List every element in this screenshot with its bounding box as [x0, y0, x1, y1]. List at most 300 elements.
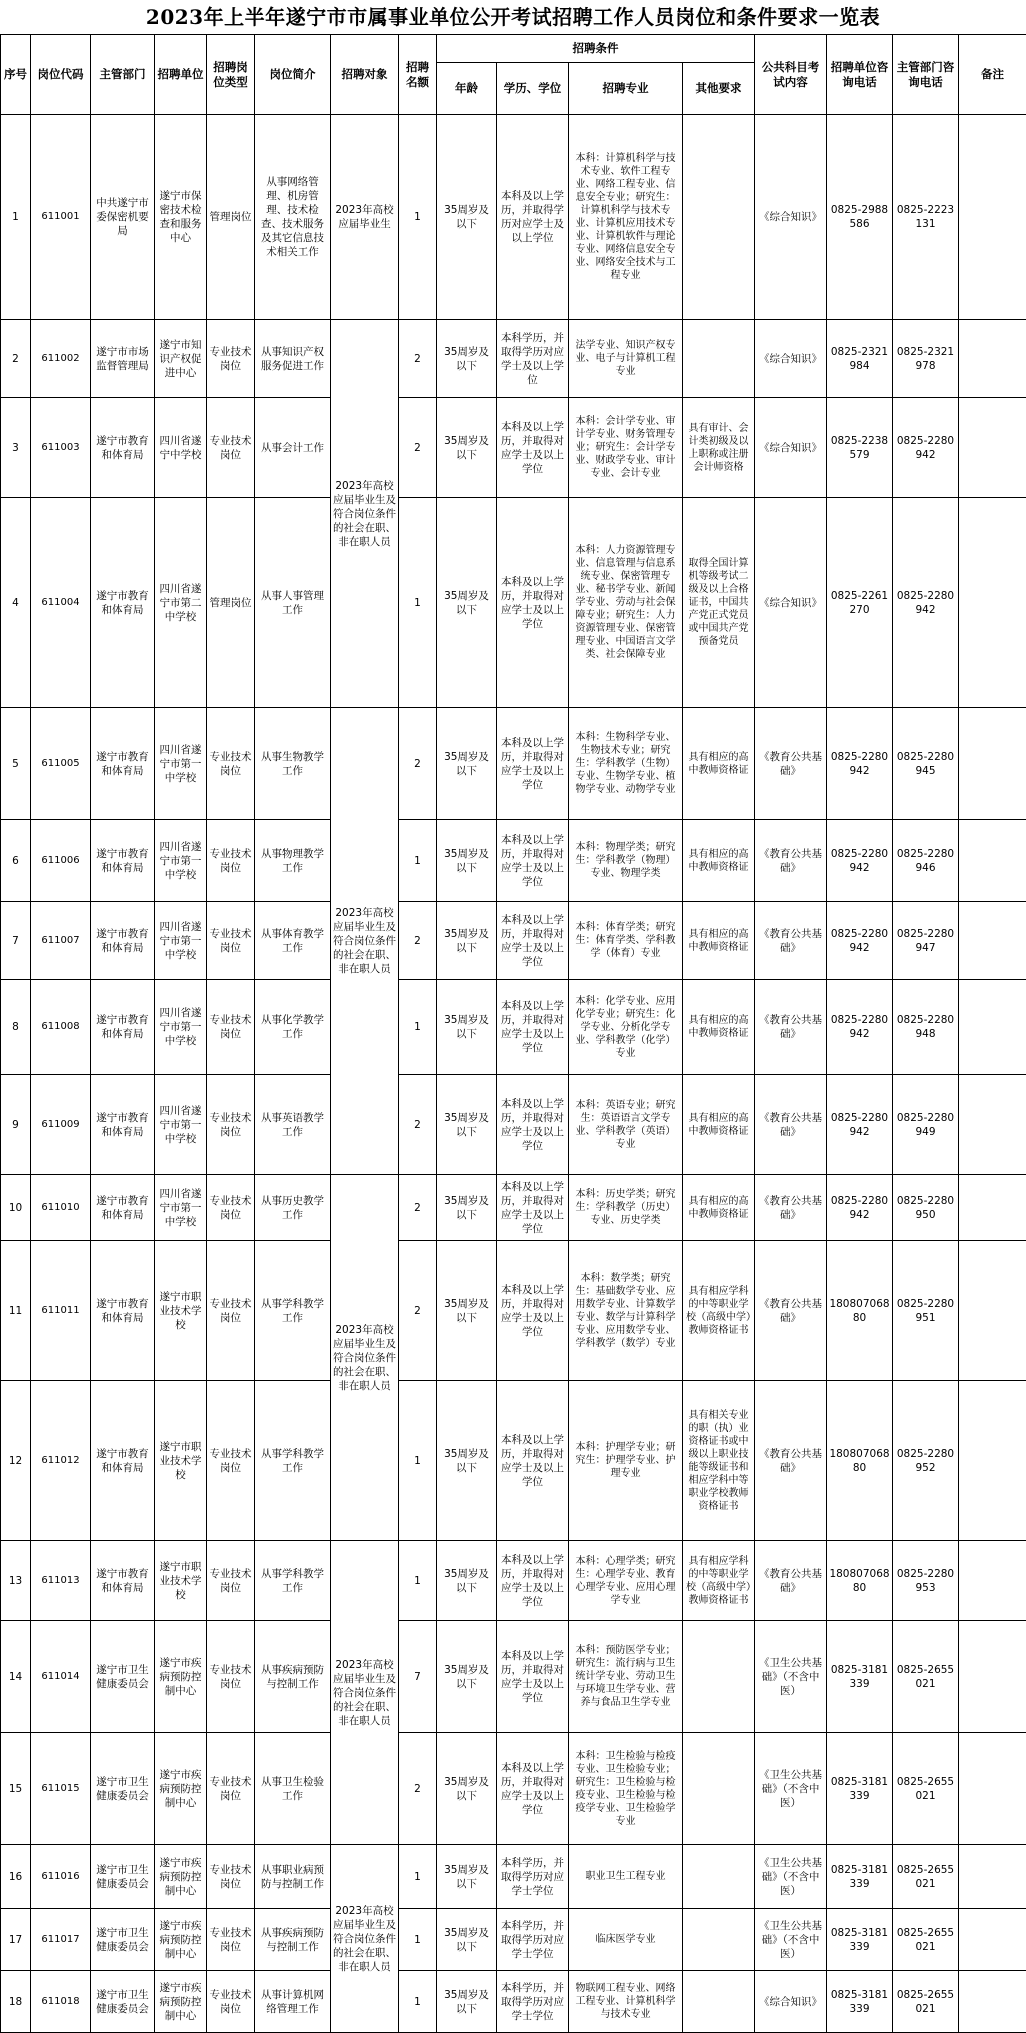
other-requirement: 具有相应的高中教师资格证: [683, 980, 755, 1075]
row-number: 1: [1, 115, 31, 320]
table-row: [1, 708, 1026, 820]
exam-content: 《综合知识》: [755, 1971, 827, 2033]
position-type: 管理岗位: [207, 115, 255, 320]
other-requirement: 具有相关专业的职（执）业资格证书或中级以上职业技能等级证书和相应学科中等职业学校教师资格证书: [683, 1381, 755, 1541]
headcount: 2: [399, 1175, 437, 1241]
supervising-dept: 遂宁市教育和体育局: [91, 1241, 155, 1381]
position-description: 从事体育教学工作: [255, 902, 331, 980]
table-row: [1, 320, 1026, 398]
age-requirement: 35周岁及以下: [437, 320, 497, 398]
remark: [959, 708, 1026, 820]
exam-content: 《卫生公共基础》（不含中医）: [755, 1733, 827, 1845]
position-description: 从事历史教学工作: [255, 1175, 331, 1241]
major-requirement: 本科：历史学类；研究生：学科教学（历史）专业、历史学类: [569, 1175, 683, 1241]
position-description: 从事疾病预防与控制工作: [255, 1621, 331, 1733]
education-requirement: 本科学历，并取得学历对应学士及以上学位: [497, 320, 569, 398]
supervising-dept: 遂宁市教育和体育局: [91, 820, 155, 902]
major-requirement: 职业卫生工程专业: [569, 1845, 683, 1909]
headcount: 1: [399, 1909, 437, 1971]
dept-phone: 0825-2280946: [893, 820, 959, 902]
headcount: 2: [399, 902, 437, 980]
unit-phone: 0825-2280942: [827, 1075, 893, 1175]
position-code: 611002: [31, 320, 91, 398]
headcount: 1: [399, 115, 437, 320]
headcount: 1: [399, 1971, 437, 2033]
supervising-dept: 遂宁市教育和体育局: [91, 980, 155, 1075]
header-exam: 公共科目考试内容: [755, 35, 827, 115]
hiring-unit: 四川省遂宁市第一中学校: [155, 1075, 207, 1175]
major-requirement: 本科：计算机科学与技术专业、软件工程专业、网络工程专业、信息安全专业；研究生：计算机科学与技术专业、计算机应用技术专业、计算机软件与理论专业、网络信息安全专业、网络安全技术与工程专业: [569, 115, 683, 320]
major-requirement: 本科：体育学类；研究生：体育学类、学科教学（体育）专业: [569, 902, 683, 980]
row-number: 6: [1, 820, 31, 902]
major-requirement: 本科：人力资源管理专业、信息管理与信息系统专业、保密管理专业、秘书学专业、新闻学专业、劳动与社会保障专业；研究生：人力资源管理专业、保密管理专业、中国语言文学类、社会保障专业: [569, 498, 683, 708]
age-requirement: 35周岁及以下: [437, 1971, 497, 2033]
row-number: 17: [1, 1909, 31, 1971]
dept-phone: 0825-2280945: [893, 708, 959, 820]
education-requirement: 本科及以上学历，并取得对应学士及以上学位: [497, 1381, 569, 1541]
position-code: 611011: [31, 1241, 91, 1381]
exam-content: 《教育公共基础》: [755, 820, 827, 902]
position-code: 611009: [31, 1075, 91, 1175]
age-requirement: 35周岁及以下: [437, 980, 497, 1075]
age-requirement: 35周岁及以下: [437, 902, 497, 980]
supervising-dept: 遂宁市教育和体育局: [91, 1175, 155, 1241]
headcount: 2: [399, 1075, 437, 1175]
education-requirement: 本科学历，并取得学历对应学士学位: [497, 1845, 569, 1909]
headcount: 1: [399, 498, 437, 708]
row-number: 11: [1, 1241, 31, 1381]
hiring-unit: 四川省遂宁市第一中学校: [155, 980, 207, 1075]
remark: [959, 1733, 1026, 1845]
supervising-dept: 遂宁市市场监督管理局: [91, 320, 155, 398]
position-description: 从事网络管理、机房管理、技术检查、技术服务及其它信息技术相关工作: [255, 115, 331, 320]
age-requirement: 35周岁及以下: [437, 820, 497, 902]
row-number: 15: [1, 1733, 31, 1845]
unit-phone: 18080706880: [827, 1241, 893, 1381]
hiring-unit: 四川省遂宁市第一中学校: [155, 708, 207, 820]
table-row: [1, 1621, 1026, 1733]
education-requirement: 本科学历，并取得学历对应学士学位: [497, 1971, 569, 2033]
dept-phone: 0825-2280949: [893, 1075, 959, 1175]
header-age: 年龄: [437, 63, 497, 115]
education-requirement: 本科及以上学历，并取得对应学士及以上学位: [497, 902, 569, 980]
remark: [959, 320, 1026, 398]
header-target: 招聘对象: [331, 35, 399, 115]
major-requirement: 法学专业、知识产权专业、电子与计算机工程专业: [569, 320, 683, 398]
dept-phone: 0825-2655021: [893, 1971, 959, 2033]
exam-content: 《综合知识》: [755, 498, 827, 708]
dept-phone: 0825-2280951: [893, 1241, 959, 1381]
headcount: 1: [399, 1845, 437, 1909]
headcount: 7: [399, 1621, 437, 1733]
position-code: 611003: [31, 398, 91, 498]
position-code: 611017: [31, 1909, 91, 1971]
remark: [959, 1621, 1026, 1733]
headcount: 1: [399, 1381, 437, 1541]
remark: [959, 820, 1026, 902]
major-requirement: 本科：卫生检验与检疫专业、卫生检验专业；研究生：卫生检验与检疫专业、卫生检验与检疫学专业、卫生检验学专业: [569, 1733, 683, 1845]
supervising-dept: 遂宁市卫生健康委员会: [91, 1971, 155, 2033]
remark: [959, 398, 1026, 498]
hiring-unit: 遂宁市保密技术检查和服务中心: [155, 115, 207, 320]
education-requirement: 本科及以上学历，并取得对应学士及以上学位: [497, 708, 569, 820]
header-type: 招聘岗位类型: [207, 35, 255, 115]
age-requirement: 35周岁及以下: [437, 1621, 497, 1733]
exam-content: 《教育公共基础》: [755, 1541, 827, 1621]
header-remark: 备注: [959, 35, 1026, 115]
other-requirement: [683, 1909, 755, 1971]
remark: [959, 1241, 1026, 1381]
hiring-unit: 四川省遂宁市第一中学校: [155, 1175, 207, 1241]
education-requirement: 本科及以上学历，并取得对应学士及以上学位: [497, 1541, 569, 1621]
exam-content: 《卫生公共基础》（不含中医）: [755, 1909, 827, 1971]
hiring-unit: 遂宁市疾病预防控制中心: [155, 1621, 207, 1733]
headcount: 2: [399, 320, 437, 398]
unit-phone: 0825-2261270: [827, 498, 893, 708]
header-other: 其他要求: [683, 63, 755, 115]
row-number: 18: [1, 1971, 31, 2033]
supervising-dept: 遂宁市教育和体育局: [91, 398, 155, 498]
other-requirement: [683, 1733, 755, 1845]
recruitment-target: 2023年高校应届毕业生及符合岗位条件的社会在职、非在职人员: [331, 1175, 399, 1541]
header-code: 岗位代码: [31, 35, 91, 115]
position-type: 专业技术岗位: [207, 1733, 255, 1845]
unit-phone: 0825-3181339: [827, 1845, 893, 1909]
position-description: 从事会计工作: [255, 398, 331, 498]
exam-content: 《教育公共基础》: [755, 902, 827, 980]
education-requirement: 本科及以上学历，并取得学历对应学士及以上学位: [497, 115, 569, 320]
position-type: 专业技术岗位: [207, 320, 255, 398]
exam-content: 《综合知识》: [755, 320, 827, 398]
education-requirement: 本科及以上学历，并取得对应学士及以上学位: [497, 1733, 569, 1845]
supervising-dept: 遂宁市卫生健康委员会: [91, 1621, 155, 1733]
supervising-dept: 遂宁市卫生健康委员会: [91, 1909, 155, 1971]
position-description: 从事化学教学工作: [255, 980, 331, 1075]
position-code: 611013: [31, 1541, 91, 1621]
headcount: 2: [399, 1241, 437, 1381]
table-row: [1, 1909, 1026, 1971]
hiring-unit: 遂宁市疾病预防控制中心: [155, 1845, 207, 1909]
position-type: 专业技术岗位: [207, 902, 255, 980]
unit-phone: 0825-2321984: [827, 320, 893, 398]
major-requirement: 本科：生物科学专业、生物技术专业；研究生：学科教学（生物）专业、生物学专业、植物学专业、动物学专业: [569, 708, 683, 820]
supervising-dept: 遂宁市卫生健康委员会: [91, 1733, 155, 1845]
table-row: [1, 1241, 1026, 1381]
remark: [959, 498, 1026, 708]
position-code: 611001: [31, 115, 91, 320]
other-requirement: 具有相应学科的中等职业学校（高级中学）教师资格证书: [683, 1241, 755, 1381]
hiring-unit: 遂宁市知识产权促进中心: [155, 320, 207, 398]
position-type: 专业技术岗位: [207, 1241, 255, 1381]
other-requirement: [683, 1621, 755, 1733]
age-requirement: 35周岁及以下: [437, 1733, 497, 1845]
unit-phone: 0825-2280942: [827, 902, 893, 980]
position-type: 专业技术岗位: [207, 1381, 255, 1541]
dept-phone: 0825-2655021: [893, 1733, 959, 1845]
age-requirement: 35周岁及以下: [437, 708, 497, 820]
other-requirement: [683, 1845, 755, 1909]
dept-phone: 0825-2280947: [893, 902, 959, 980]
table-row: [1, 1175, 1026, 1241]
position-description: 从事知识产权服务促进工作: [255, 320, 331, 398]
unit-phone: 0825-2280942: [827, 980, 893, 1075]
age-requirement: 35周岁及以下: [437, 1175, 497, 1241]
dept-phone: 0825-2280952: [893, 1381, 959, 1541]
hiring-unit: 四川省遂宁市第一中学校: [155, 820, 207, 902]
other-requirement: 具有相应的高中教师资格证: [683, 708, 755, 820]
row-number: 5: [1, 708, 31, 820]
recruitment-target: 2023年高校应届毕业生及符合岗位条件的社会在职、非在职人员: [331, 708, 399, 1175]
education-requirement: 本科及以上学历，并取得对应学士及以上学位: [497, 1175, 569, 1241]
exam-content: 《综合知识》: [755, 398, 827, 498]
position-type: 专业技术岗位: [207, 708, 255, 820]
position-type: 专业技术岗位: [207, 1909, 255, 1971]
exam-content: 《卫生公共基础》（不含中医）: [755, 1845, 827, 1909]
unit-phone: 18080706880: [827, 1541, 893, 1621]
age-requirement: 35周岁及以下: [437, 115, 497, 320]
major-requirement: 本科：心理学类；研究生：心理学专业、教育心理学专业、应用心理学专业: [569, 1541, 683, 1621]
age-requirement: 35周岁及以下: [437, 398, 497, 498]
education-requirement: 本科及以上学历，并取得对应学士及以上学位: [497, 1075, 569, 1175]
header-count: 招聘名额: [399, 35, 437, 115]
major-requirement: 物联网工程专业、网络工程专业、计算机科学与技术专业: [569, 1971, 683, 2033]
hiring-unit: 遂宁市疾病预防控制中心: [155, 1971, 207, 2033]
position-code: 611014: [31, 1621, 91, 1733]
position-code: 611016: [31, 1845, 91, 1909]
headcount: 2: [399, 398, 437, 498]
position-description: 从事职业病预防与控制工作: [255, 1845, 331, 1909]
major-requirement: 本科：物理学类；研究生：学科教学（物理）专业、物理学类: [569, 820, 683, 902]
major-requirement: 本科：预防医学专业；研究生：流行病与卫生统计学专业、劳动卫生与环境卫生学专业、营养与食品卫生学专业: [569, 1621, 683, 1733]
row-number: 3: [1, 398, 31, 498]
position-description: 从事疾病预防与控制工作: [255, 1909, 331, 1971]
recruitment-target: 2023年高校应届毕业生及符合岗位条件的社会在职、非在职人员: [331, 1845, 399, 2033]
supervising-dept: 遂宁市教育和体育局: [91, 708, 155, 820]
position-description: 从事卫生检验工作: [255, 1733, 331, 1845]
row-number: 8: [1, 980, 31, 1075]
remark: [959, 902, 1026, 980]
position-description: 从事生物教学工作: [255, 708, 331, 820]
other-requirement: [683, 1971, 755, 2033]
hiring-unit: 遂宁市疾病预防控制中心: [155, 1909, 207, 1971]
age-requirement: 35周岁及以下: [437, 1541, 497, 1621]
headcount: 1: [399, 980, 437, 1075]
hiring-unit: 遂宁市职业技术学校: [155, 1381, 207, 1541]
dept-phone: 0825-2280942: [893, 398, 959, 498]
position-type: 专业技术岗位: [207, 1175, 255, 1241]
unit-phone: 0825-2280942: [827, 1175, 893, 1241]
supervising-dept: 遂宁市教育和体育局: [91, 1075, 155, 1175]
row-number: 12: [1, 1381, 31, 1541]
supervising-dept: 中共遂宁市委保密机要局: [91, 115, 155, 320]
header-conditions: 招聘条件: [437, 35, 755, 63]
table-row: [1, 1075, 1026, 1175]
supervising-dept: 遂宁市教育和体育局: [91, 902, 155, 980]
position-code: 611018: [31, 1971, 91, 2033]
remark: [959, 1075, 1026, 1175]
position-type: 专业技术岗位: [207, 980, 255, 1075]
unit-phone: 0825-2238579: [827, 398, 893, 498]
education-requirement: 本科及以上学历，并取得对应学士及以上学位: [497, 1241, 569, 1381]
exam-content: 《卫生公共基础》（不含中医）: [755, 1621, 827, 1733]
header-edu: 学历、学位: [497, 63, 569, 115]
dept-phone: 0825-2280950: [893, 1175, 959, 1241]
unit-phone: 18080706880: [827, 1381, 893, 1541]
age-requirement: 35周岁及以下: [437, 1381, 497, 1541]
position-description: 从事学科教学工作: [255, 1381, 331, 1541]
other-requirement: 具有相应的高中教师资格证: [683, 820, 755, 902]
hiring-unit: 遂宁市疾病预防控制中心: [155, 1733, 207, 1845]
age-requirement: 35周岁及以下: [437, 1075, 497, 1175]
unit-phone: 0825-3181339: [827, 1971, 893, 2033]
position-type: 专业技术岗位: [207, 1541, 255, 1621]
education-requirement: 本科及以上学历，并取得对应学士及以上学位: [497, 398, 569, 498]
major-requirement: 临床医学专业: [569, 1909, 683, 1971]
dept-phone: 0825-2280942: [893, 498, 959, 708]
unit-phone: 0825-2280942: [827, 708, 893, 820]
dept-phone: 0825-2655021: [893, 1909, 959, 1971]
exam-content: 《综合知识》: [755, 115, 827, 320]
position-description: 从事学科教学工作: [255, 1541, 331, 1621]
exam-content: 《教育公共基础》: [755, 1175, 827, 1241]
major-requirement: 本科：化学专业、应用化学专业；研究生：化学专业、分析化学专业、学科教学（化学）专业: [569, 980, 683, 1075]
supervising-dept: 遂宁市教育和体育局: [91, 498, 155, 708]
position-code: 611015: [31, 1733, 91, 1845]
education-requirement: 本科学历，并取得学历对应学士学位: [497, 1909, 569, 1971]
remark: [959, 1845, 1026, 1909]
other-requirement: 具有相应的高中教师资格证: [683, 1175, 755, 1241]
remark: [959, 1175, 1026, 1241]
other-requirement: 具有审计、会计类初级及以上职称或注册会计师资格: [683, 398, 755, 498]
headcount: 2: [399, 1733, 437, 1845]
dept-phone: 0825-2321978: [893, 320, 959, 398]
supervising-dept: 遂宁市教育和体育局: [91, 1541, 155, 1621]
other-requirement: 具有相应的高中教师资格证: [683, 1075, 755, 1175]
headcount: 2: [399, 708, 437, 820]
hiring-unit: 四川省遂宁市第一中学校: [155, 902, 207, 980]
header-unit-tel: 招聘单位咨询电话: [827, 35, 893, 115]
table-row: [1, 1381, 1026, 1541]
exam-content: 《教育公共基础》: [755, 980, 827, 1075]
remark: [959, 1909, 1026, 1971]
exam-content: 《教育公共基础》: [755, 1075, 827, 1175]
row-number: 16: [1, 1845, 31, 1909]
position-type: 专业技术岗位: [207, 1845, 255, 1909]
unit-phone: 0825-3181339: [827, 1621, 893, 1733]
position-description: 从事物理教学工作: [255, 820, 331, 902]
remark: [959, 1971, 1026, 2033]
dept-phone: 0825-2223131: [893, 115, 959, 320]
document-title: 2023年上半年遂宁市市属事业单位公开考试招聘工作人员岗位和条件要求一览表: [145, 5, 881, 29]
position-code: 611008: [31, 980, 91, 1075]
table-row: [1, 1845, 1026, 1909]
other-requirement: 取得全国计算机等级考试二级及以上合格证书，中国共产党正式党员或中国共产党预备党员: [683, 498, 755, 708]
exam-content: 《教育公共基础》: [755, 1241, 827, 1381]
header-unit: 招聘单位: [155, 35, 207, 115]
header-major: 招聘专业: [569, 63, 683, 115]
position-code: 611010: [31, 1175, 91, 1241]
row-number: 14: [1, 1621, 31, 1733]
hiring-unit: 遂宁市职业技术学校: [155, 1241, 207, 1381]
other-requirement: 具有相应学科的中等职业学校（高级中学）教师资格证书: [683, 1541, 755, 1621]
row-number: 2: [1, 320, 31, 398]
table-row: [1, 980, 1026, 1075]
position-type: 专业技术岗位: [207, 398, 255, 498]
header-desc: 岗位简介: [255, 35, 331, 115]
row-number: 10: [1, 1175, 31, 1241]
age-requirement: 35周岁及以下: [437, 1241, 497, 1381]
dept-phone: 0825-2655021: [893, 1845, 959, 1909]
education-requirement: 本科及以上学历，并取得对应学士及以上学位: [497, 980, 569, 1075]
recruitment-table: [0, 34, 1026, 2033]
position-type: 专业技术岗位: [207, 820, 255, 902]
hiring-unit: 遂宁市职业技术学校: [155, 1541, 207, 1621]
position-type: 专业技术岗位: [207, 1971, 255, 2033]
dept-phone: 0825-2280953: [893, 1541, 959, 1621]
position-description: 从事人事管理工作: [255, 498, 331, 708]
remark: [959, 1381, 1026, 1541]
table-row: [1, 498, 1026, 708]
dept-phone: 0825-2280948: [893, 980, 959, 1075]
exam-content: 《教育公共基础》: [755, 1381, 827, 1541]
position-description: 从事计算机网络管理工作: [255, 1971, 331, 2033]
unit-phone: 0825-3181339: [827, 1733, 893, 1845]
row-number: 13: [1, 1541, 31, 1621]
position-code: 611005: [31, 708, 91, 820]
position-code: 611007: [31, 902, 91, 980]
remark: [959, 980, 1026, 1075]
supervising-dept: 遂宁市卫生健康委员会: [91, 1845, 155, 1909]
supervising-dept: 遂宁市教育和体育局: [91, 1381, 155, 1541]
remark: [959, 1541, 1026, 1621]
education-requirement: 本科及以上学历，并取得对应学士及以上学位: [497, 820, 569, 902]
position-code: 611006: [31, 820, 91, 902]
position-type: 专业技术岗位: [207, 1621, 255, 1733]
dept-phone: 0825-2655021: [893, 1621, 959, 1733]
age-requirement: 35周岁及以下: [437, 498, 497, 708]
position-code: 611012: [31, 1381, 91, 1541]
other-requirement: [683, 320, 755, 398]
table-row: [1, 398, 1026, 498]
position-code: 611004: [31, 498, 91, 708]
major-requirement: 本科：英语专业；研究生：英语语言文学专业、学科教学（英语）专业: [569, 1075, 683, 1175]
other-requirement: [683, 115, 755, 320]
recruitment-target: 2023年高校应届毕业生: [331, 115, 399, 320]
row-number: 9: [1, 1075, 31, 1175]
remark: [959, 115, 1026, 320]
unit-phone: 0825-2280942: [827, 820, 893, 902]
education-requirement: 本科及以上学历，并取得对应学士及以上学位: [497, 498, 569, 708]
unit-phone: 0825-2988586: [827, 115, 893, 320]
unit-phone: 0825-3181339: [827, 1909, 893, 1971]
table-row: [1, 1733, 1026, 1845]
other-requirement: 具有相应的高中教师资格证: [683, 902, 755, 980]
table-row: [1, 1971, 1026, 2033]
major-requirement: 本科：数学类；研究生：基础数学专业、应用数学专业、计算数学专业、数学与计算科学专业、应用数学专业、学科教学（数学）专业: [569, 1241, 683, 1381]
header-dept-tel: 主管部门咨询电话: [893, 35, 959, 115]
position-type: 专业技术岗位: [207, 1075, 255, 1175]
recruitment-target: 2023年高校应届毕业生及符合岗位条件的社会在职、非在职人员: [331, 1541, 399, 1845]
header-dept: 主管部门: [91, 35, 155, 115]
headcount: 1: [399, 820, 437, 902]
exam-content: 《教育公共基础》: [755, 708, 827, 820]
row-number: 7: [1, 902, 31, 980]
table-row: [1, 115, 1026, 320]
row-number: 4: [1, 498, 31, 708]
table-row: [1, 902, 1026, 980]
table-row: [1, 820, 1026, 902]
headcount: 1: [399, 1541, 437, 1621]
